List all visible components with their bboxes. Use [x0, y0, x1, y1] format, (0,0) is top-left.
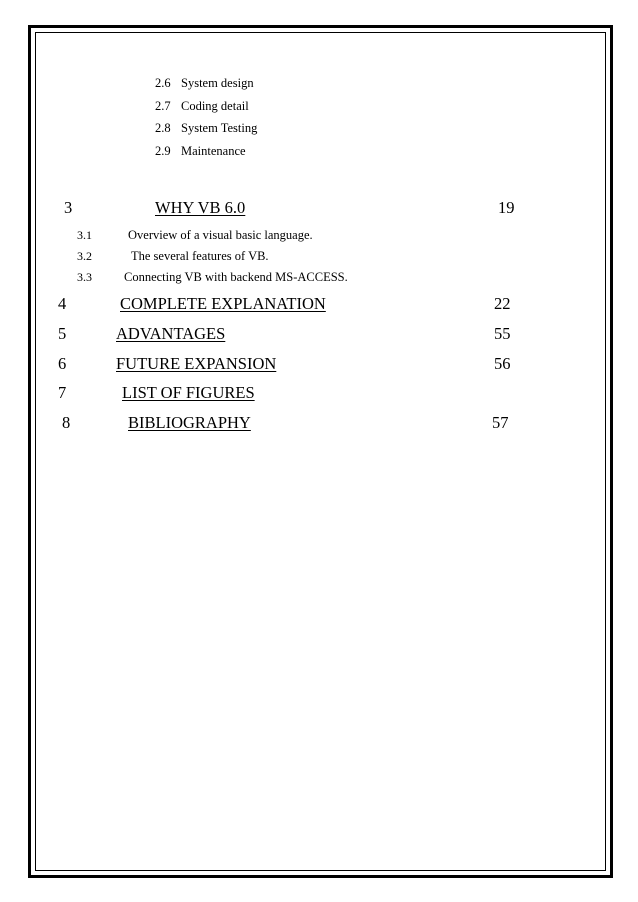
page-border-inner: [35, 32, 606, 871]
toc-subsection-number: 2.6: [155, 76, 171, 90]
toc-chapter-title: ADVANTAGES: [116, 324, 226, 343]
toc-subsection-number: 3.2: [77, 249, 92, 263]
toc-subsection-number: 2.7: [155, 99, 171, 113]
toc-chapter-page: 57: [492, 413, 509, 432]
toc-chapter-number: 4: [58, 294, 67, 313]
toc-subsection-number: 2.9: [155, 144, 171, 158]
toc-chapter-title: FUTURE EXPANSION: [116, 354, 277, 373]
toc-subsection-label: System design: [181, 76, 254, 90]
toc-chapter-title: WHY VB 6.0: [155, 198, 246, 217]
toc-subsection-label: Connecting VB with backend MS-ACCESS.: [124, 270, 348, 284]
toc-subsection-number: 2.8: [155, 121, 171, 135]
toc-chapter-title: COMPLETE EXPLANATION: [120, 294, 326, 313]
toc-chapter-title: BIBLIOGRAPHY: [128, 413, 251, 432]
toc-chapter-number: 3: [64, 198, 73, 217]
toc-subsection-label: Coding detail: [181, 99, 249, 113]
toc-subsection-label: System Testing: [181, 121, 258, 135]
toc-subsection-number: 3.3: [77, 270, 92, 284]
toc-chapter-number: 7: [58, 383, 67, 402]
toc-chapter-number: 8: [62, 413, 71, 432]
toc-chapter-number: 6: [58, 354, 67, 373]
toc-subsection-number: 3.1: [77, 228, 92, 242]
toc-chapter-page: 55: [494, 324, 511, 343]
toc-chapter-page: 19: [498, 198, 515, 217]
toc-subsection-label: Maintenance: [181, 144, 246, 158]
toc-subsection-label: Overview of a visual basic language.: [128, 228, 313, 242]
toc-chapter-page: 22: [494, 294, 511, 313]
toc-chapter-title: LIST OF FIGURES: [122, 383, 255, 402]
toc-subsection-label: The several features of VB.: [131, 249, 269, 263]
toc-chapter-number: 5: [58, 324, 67, 343]
toc-chapter-page: 56: [494, 354, 511, 373]
